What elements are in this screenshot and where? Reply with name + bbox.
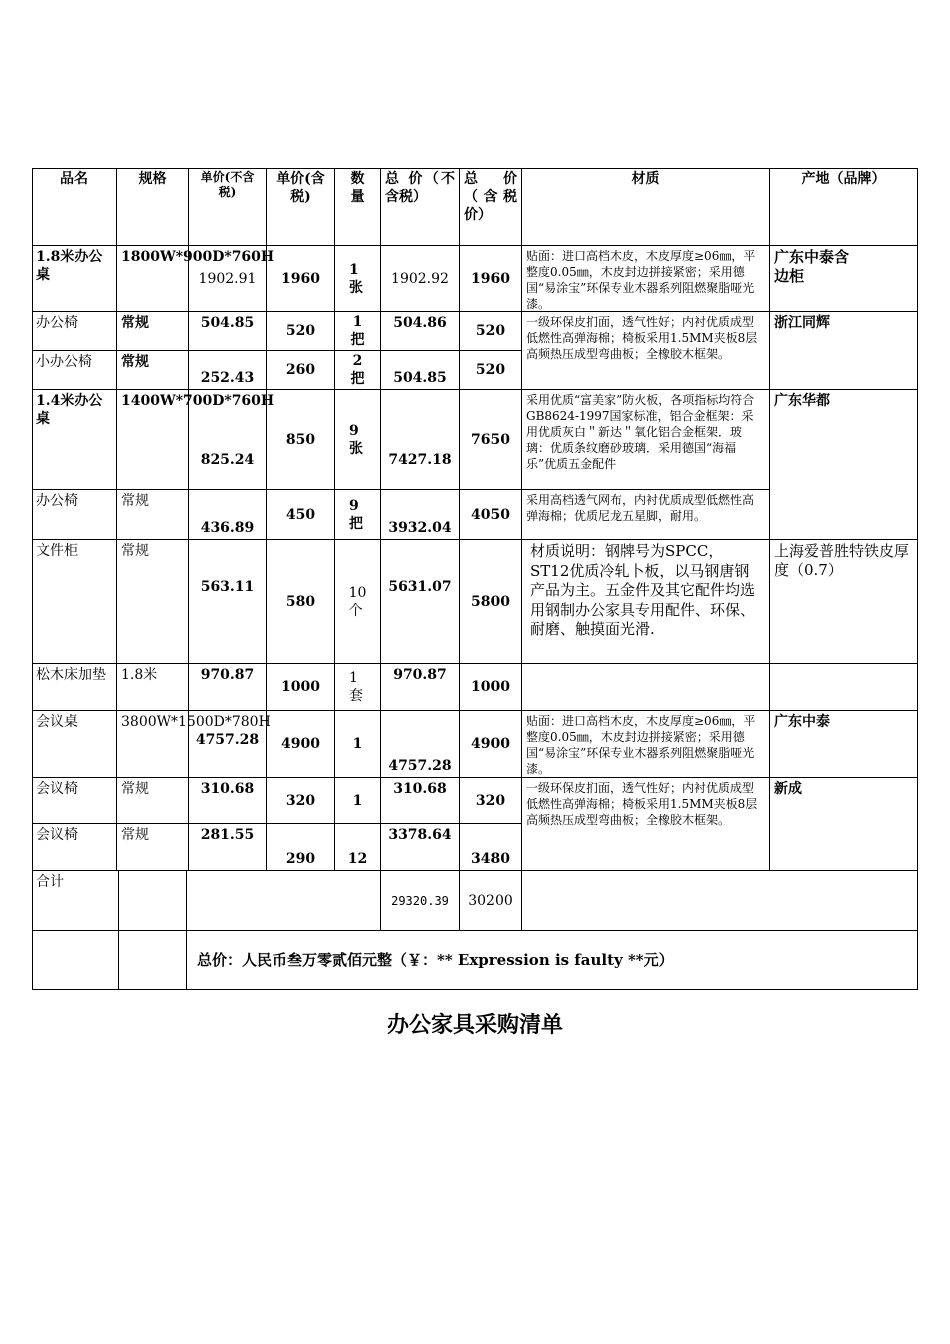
row-1-unit-ex: 1902.91 [189, 246, 267, 312]
row-8-total-ex: 4757.28 [381, 711, 460, 778]
row-3-qty: 2把 [335, 351, 381, 390]
row-9-total-ex: 310.68 [381, 778, 460, 824]
row-5-qty: 9把 [335, 490, 381, 540]
row-6-qty: 10个 [335, 540, 381, 664]
row-9-material: 一级环保皮扪面，透气性好；内衬优质成型低燃性高弹海棉；椅板采用1.5MM夹板8层高频热压成型弯曲板；全橡胶木框架。 [522, 778, 770, 871]
row-5-spec: 常规 [117, 490, 189, 540]
row-3-name: 小办公椅 [32, 351, 117, 390]
row-9-unit-ex: 310.68 [189, 778, 267, 824]
header-total-ex-tax: 总 价（不含税） [381, 168, 460, 246]
amount-empty-1 [32, 931, 119, 990]
header-material: 材质 [522, 168, 770, 246]
row-6-unit-ex: 563.11 [189, 540, 267, 664]
header-name: 品名 [32, 168, 117, 246]
row-2-spec: 常规 [117, 312, 189, 351]
row-6-total-in: 5800 [460, 540, 522, 664]
row-7-name: 松木床加垫 [32, 664, 117, 711]
row-9-origin: 新成 [770, 778, 918, 871]
row-10-total-ex: 3378.64 [381, 824, 460, 871]
row-2-material: 一级环保皮扪面，透气性好；内衬优质成型低燃性高弹海棉；椅板采用1.5MM夹板8层高频热压成型弯曲板；全橡胶木框架。 [522, 312, 770, 390]
row-7-material [522, 664, 770, 711]
row-5-total-in: 4050 [460, 490, 522, 540]
row-7-total-in: 1000 [460, 664, 522, 711]
row-10-qty: 12 [335, 824, 381, 871]
row-9-name: 会议椅 [32, 778, 117, 824]
row-7-spec: 1.8米 [117, 664, 189, 711]
row-8-unit-ex: 4757.28 [189, 711, 267, 778]
summary-label: 合计 [32, 871, 119, 931]
row-5-material: 采用高档透气网布，内衬优质成型低燃性高弹海棉；优质尼龙五星脚，耐用。 [522, 490, 770, 540]
row-10-total-in: 3480 [460, 824, 522, 871]
row-2-unit-in: 520 [267, 312, 335, 351]
row-6-material: 材质说明：钢牌号为SPCC，ST12优质冷轧卜板，以马钢唐钢产品为主。五金件及其它配件均选用钢制办公家具专用配件、环保、耐磨、触摸面光滑. [522, 540, 770, 664]
row-10-unit-ex: 281.55 [189, 824, 267, 871]
row-4-qty: 9张 [335, 390, 381, 490]
header-unit-price-in-tax: 单价(含税) [267, 168, 335, 246]
row-2-total-ex: 504.86 [381, 312, 460, 351]
row-6-unit-in: 580 [267, 540, 335, 664]
row-1-origin: 广东中泰含边柜 [770, 246, 918, 312]
row-1-total-in: 1960 [460, 246, 522, 312]
row-5-unit-in: 450 [267, 490, 335, 540]
row-10-unit-in: 290 [267, 824, 335, 871]
row-4-total-in: 7650 [460, 390, 522, 490]
row-1-name: 1.8米办公桌 [32, 246, 117, 312]
summary-empty-3 [522, 871, 918, 931]
row-2-name: 办公椅 [32, 312, 117, 351]
row-1-qty: 1张 [335, 246, 381, 312]
row-9-spec: 常规 [117, 778, 189, 824]
row-4-origin: 广东华都 [770, 390, 918, 540]
row-7-unit-ex: 970.87 [189, 664, 267, 711]
row-6-name: 文件柜 [32, 540, 117, 664]
summary-empty-1 [119, 871, 187, 931]
total-amount-in-words: 总价：人民币叁万零贰佰元整（￥：** Expression is faulty **元） [187, 931, 918, 990]
row-4-unit-ex: 825.24 [189, 390, 267, 490]
summary-total-ex: 29320.39 [381, 871, 460, 931]
row-2-qty: 1把 [335, 312, 381, 351]
row-5-name: 办公椅 [32, 490, 117, 540]
row-10-name: 会议椅 [32, 824, 117, 871]
row-8-unit-in: 4900 [267, 711, 335, 778]
row-3-unit-ex: 252.43 [189, 351, 267, 390]
row-6-total-ex: 5631.07 [381, 540, 460, 664]
summary-empty-2 [187, 871, 381, 931]
row-3-unit-in: 260 [267, 351, 335, 390]
row-9-unit-in: 320 [267, 778, 335, 824]
header-unit-price-ex-tax: 单价(不含税) [189, 168, 267, 246]
row-4-name: 1.4米办公桌 [32, 390, 117, 490]
row-9-qty: 1 [335, 778, 381, 824]
row-3-total-ex: 504.85 [381, 351, 460, 390]
row-1-total-ex: 1902.92 [381, 246, 460, 312]
row-1-material: 贴面：进口高档木皮，木皮厚度≥06㎜，平整度0.05㎜，木皮封边拼接紧密；采用德国“易涂宝”环保专业木器系列阻燃聚脂哑光漆。 [522, 246, 770, 312]
row-4-unit-in: 850 [267, 390, 335, 490]
row-5-total-ex: 3932.04 [381, 490, 460, 540]
row-5-unit-ex: 436.89 [189, 490, 267, 540]
row-7-unit-in: 1000 [267, 664, 335, 711]
header-total-in-tax: 总 价（含税价） [460, 168, 522, 246]
row-7-qty: 1套 [335, 664, 381, 711]
row-8-total-in: 4900 [460, 711, 522, 778]
row-2-origin: 浙江同辉 [770, 312, 918, 390]
row-10-spec: 常规 [117, 824, 189, 871]
row-4-spec: 1400W*700D*760H [117, 390, 189, 490]
row-4-material: 采用优质“富美家”防火板，各项指标均符合GB8624-1997国家标准，铝合金框架：采用优质灰白＂新达＂氧化铝合金框架．玻璃：优质条纹磨砂玻璃．采用德国“海福乐”优质五金配件 [522, 390, 770, 490]
row-1-unit-in: 1960 [267, 246, 335, 312]
amount-empty-2 [119, 931, 187, 990]
summary-total-in: 30200 [460, 871, 522, 931]
row-8-name: 会议桌 [32, 711, 117, 778]
header-origin-brand: 产地（品牌） [770, 168, 918, 246]
row-8-spec: 3800W*1500D*780H [117, 711, 189, 778]
row-4-total-ex: 7427.18 [381, 390, 460, 490]
row-6-spec: 常规 [117, 540, 189, 664]
row-7-total-ex: 970.87 [381, 664, 460, 711]
header-spec: 规格 [117, 168, 189, 246]
row-9-total-in: 320 [460, 778, 522, 824]
row-8-qty: 1 [335, 711, 381, 778]
header-quantity: 数量 [335, 168, 381, 246]
row-3-spec: 常规 [117, 351, 189, 390]
procurement-table [32, 168, 918, 990]
row-3-total-in: 520 [460, 351, 522, 390]
page-title: 办公家具采购清单 [386, 1012, 563, 1038]
row-1-spec: 1800W*900D*760H [117, 246, 189, 312]
row-8-material: 贴面：进口高档木皮，木皮厚度≥06㎜，平整度0.05㎜，木皮封边拼接紧密；采用德国“易涂宝”环保专业木器系列阻燃聚脂哑光漆。 [522, 711, 770, 778]
row-2-total-in: 520 [460, 312, 522, 351]
row-2-unit-ex: 504.85 [189, 312, 267, 351]
row-7-origin [770, 664, 918, 711]
row-8-origin: 广东中泰 [770, 711, 918, 778]
row-6-origin: 上海爱普胜特铁皮厚度（0.7） [770, 540, 918, 664]
